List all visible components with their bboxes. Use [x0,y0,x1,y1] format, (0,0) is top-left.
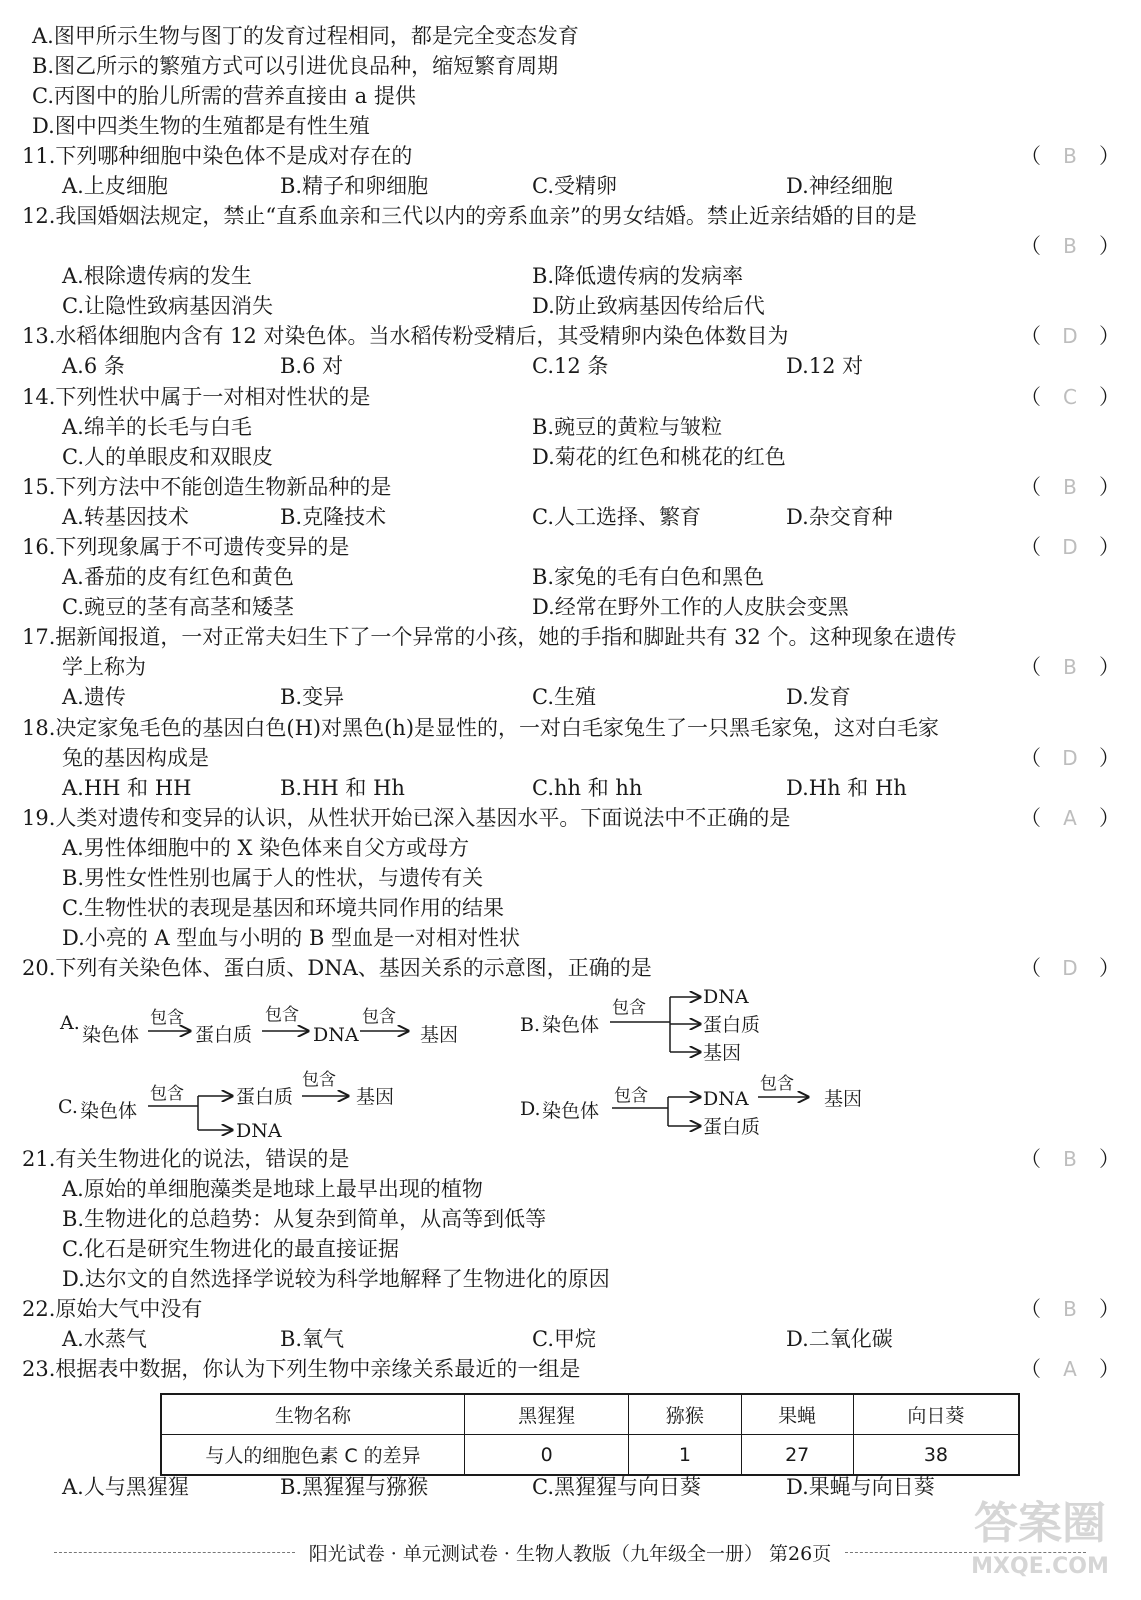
answer-bracket-20: （ D ） [1020,956,1120,980]
answer-bracket-23: （ A ） [1020,1357,1120,1381]
option-11-a: A.上皮细胞 [62,174,168,198]
table-cell: 与人的细胞色素 C 的差异 [161,1435,465,1476]
table-header-cell: 向日葵 [853,1394,1019,1435]
option-11-d: D.神经细胞 [786,174,893,198]
option-18-b: B.HH 和 Hh [280,776,405,800]
diagram-b-dna: DNA [703,986,749,1008]
option-21-a: A.原始的单细胞藻类是地球上最早出现的植物 [62,1177,483,1201]
question-11: 11.下列哪种细胞中染色体不是成对存在的 [22,144,413,168]
watermark-url: MXQE.COM [971,1554,1109,1579]
diagram-d-chromosome: 染色体 [542,1100,600,1122]
option-15-c: C.人工选择、繁育 [532,505,701,529]
option-12-d: D.防止致病基因传给后代 [532,294,765,318]
answer-22: B [1063,1297,1077,1321]
option-14-d: D.菊花的红色和桃花的红色 [532,445,786,469]
option-22-d: D.二氧化碳 [786,1327,893,1351]
answer-18: D [1062,746,1078,770]
option-19-b: B.男性女性性别也属于人的性状，与遗传有关 [62,866,484,890]
question-18-cont: 兔的基因构成是 [62,746,209,770]
diagram-a-contains-1: 包含 [150,1008,184,1028]
option-12-b: B.降低遗传病的发病率 [532,264,744,288]
diagram-d-protein: 蛋白质 [703,1116,761,1138]
answer-16: D [1062,535,1078,559]
diagram-c-contains-1: 包含 [150,1084,184,1104]
prev-option-c: C.丙图中的胎儿所需的营养直接由 a 提供 [32,84,416,108]
answer-bracket-14: （ C ） [1020,385,1120,409]
question-13: 13.水稻体细胞内含有 12 对染色体。当水稻传粉受精后，其受精卵内染色体数目为 [22,324,789,348]
answer-bracket-12: （ B ） [1020,234,1120,258]
table-header-cell: 生物名称 [161,1394,465,1435]
question-14: 14.下列性状中属于一对相对性状的是 [22,385,371,409]
diagram-d-gene: 基因 [824,1088,863,1110]
option-18-c: C.hh 和 hh [532,776,643,800]
diagram-b-contains: 包含 [612,998,646,1018]
diagram-c-chromosome: 染色体 [80,1100,138,1122]
answer-bracket-18: （ D ） [1020,746,1120,770]
prev-option-b: B.图乙所示的繁殖方式可以引进优良品种，缩短繁育周期 [32,54,559,78]
option-21-c: C.化石是研究生物进化的最直接证据 [62,1237,399,1261]
option-12-a: A.根除遗传病的发生 [62,264,252,288]
option-16-b: B.家兔的毛有白色和黑色 [532,565,765,589]
option-15-a: A.转基因技术 [62,505,189,529]
question-21: 21.有关生物进化的说法，错误的是 [22,1147,350,1171]
diagram-b-protein: 蛋白质 [703,1014,761,1036]
diagram-b-chromosome: 染色体 [542,1014,600,1036]
diagram-c-prefix: C. [58,1096,78,1118]
option-21-b: B.生物进化的总趋势：从复杂到简单，从高等到低等 [62,1207,547,1231]
question-17-cont: 学上称为 [62,655,146,679]
option-22-b: B.氧气 [280,1327,345,1351]
diagram-d-dna: DNA [703,1088,749,1110]
table-header-cell: 猕猴 [629,1394,741,1435]
diagram-c-gene: 基因 [356,1086,395,1108]
table-row [161,1435,1019,1476]
option-19-d: D.小亮的 A 型血与小明的 B 型血是一对相对性状 [62,926,521,950]
table-header-row [161,1394,1019,1435]
diagram-c-contains-2: 包含 [302,1070,336,1090]
diagram-c-protein: 蛋白质 [236,1086,294,1108]
option-17-c: C.生殖 [532,685,596,709]
option-16-a: A.番茄的皮有红色和黄色 [62,565,294,589]
answer-bracket-16: （ D ） [1020,535,1120,559]
answer-13: D [1062,324,1078,348]
option-23-c: C.黑猩猩与向日葵 [532,1475,701,1499]
option-13-b: B.6 对 [280,354,344,378]
diagram-a-dna: DNA [313,1024,359,1046]
option-17-d: D.发育 [786,685,851,709]
option-13-a: A.6 条 [62,354,125,378]
diagram-a-contains-2: 包含 [265,1005,299,1025]
footer-text: 阳光试卷 · 单元测试卷 · 生物人教版（九年级全一册） 第26页 [308,1542,832,1565]
question-18: 18.决定家兔毛色的基因白色(H)对黑色(h)是显性的，一对白毛家兔生了一只黑毛家兔，这对白毛家 [22,716,940,740]
answer-23: A [1063,1357,1077,1381]
diagram-b-prefix: B. [520,1014,541,1036]
option-15-b: B.克隆技术 [280,505,387,529]
answer-bracket-22: （ B ） [1020,1297,1120,1321]
option-22-c: C.甲烷 [532,1327,596,1351]
option-11-b: B.精子和卵细胞 [280,174,429,198]
answer-bracket-21: （ B ） [1020,1147,1120,1171]
question-19: 19.人类对遗传和变异的认识，从性状开始已深入基因水平。下面说法中不正确的是 [22,806,791,830]
option-17-a: A.遗传 [62,685,126,709]
prev-option-a: A.图甲所示生物与图丁的发育过程相同，都是完全变态发育 [32,24,579,48]
answer-bracket-13: （ D ） [1020,324,1120,348]
table-cell: 1 [629,1435,741,1476]
diagram-a-gene: 基因 [420,1024,459,1046]
option-16-c: C.豌豆的茎有高茎和矮茎 [62,595,294,619]
question-22: 22.原始大气中没有 [22,1297,203,1321]
answer-15: B [1063,475,1077,499]
diagram-a-prefix: A. [60,1012,80,1034]
answer-21: B [1063,1147,1077,1171]
option-13-c: C.12 条 [532,354,609,378]
question-23: 23.根据表中数据，你认为下列生物中亲缘关系最近的一组是 [22,1357,581,1381]
answer-14: C [1063,385,1077,409]
answer-bracket-11: （ B ） [1020,144,1120,168]
option-14-a: A.绵羊的长毛与白毛 [62,415,252,439]
prev-option-d: D.图中四类生物的生殖都是有性生殖 [32,114,370,138]
diagram-d-contains-2: 包含 [760,1074,794,1094]
diagram-d-contains-1: 包含 [614,1086,648,1106]
watermark-logo [945,1496,1135,1596]
question-20: 20.下列有关染色体、蛋白质、DNA、基因关系的示意图，正确的是 [22,956,652,980]
answer-12: B [1063,234,1077,258]
question-12: 12.我国婚姻法规定，禁止“直系血亲和三代以内的旁系血亲”的男女结婚。禁止近亲结婚的目的是 [22,204,917,228]
option-16-d: D.经常在野外工作的人皮肤会变黑 [532,595,849,619]
watermark-title: 答案圈 [974,1498,1106,1549]
diagram-a-contains-3: 包含 [362,1007,396,1027]
option-14-b: B.豌豆的黄粒与皱粒 [532,415,723,439]
answer-bracket-17: （ B ） [1020,655,1120,679]
answer-bracket-19: （ A ） [1020,806,1120,830]
diagram-a-protein: 蛋白质 [195,1024,253,1046]
option-12-c: C.让隐性致病基因消失 [62,294,273,318]
option-19-c: C.生物性状的表现是基因和环境共同作用的结果 [62,896,504,920]
option-15-d: D.杂交育种 [786,505,893,529]
footer-divider-left [54,1552,295,1553]
answer-bracket-15: （ B ） [1020,475,1120,499]
table-cell: 38 [853,1435,1019,1476]
answer-20: D [1062,956,1078,980]
page-footer [40,1538,1100,1566]
option-22-a: A.水蒸气 [62,1327,147,1351]
option-17-b: B.变异 [280,685,345,709]
diagram-c-dna: DNA [236,1120,282,1142]
cytochrome-c-table [160,1393,1020,1476]
option-19-a: A.男性体细胞中的 X 染色体来自父方或母方 [62,836,470,860]
option-13-d: D.12 对 [786,354,864,378]
option-18-d: D.Hh 和 Hh [786,776,907,800]
option-21-d: D.达尔文的自然选择学说较为科学地解释了生物进化的原因 [62,1267,610,1291]
question-16: 16.下列现象属于不可遗传变异的是 [22,535,350,559]
diagram-a-chromosome: 染色体 [82,1024,140,1046]
option-18-a: A.HH 和 HH [62,776,192,800]
table-header-cell: 黑猩猩 [465,1394,629,1435]
table-header-cell: 果蝇 [741,1394,853,1435]
table-cell: 27 [741,1435,853,1476]
answer-11: B [1063,144,1077,168]
table-cell: 0 [465,1435,629,1476]
diagram-d-prefix: D. [520,1098,541,1120]
question-15: 15.下列方法中不能创造生物新品种的是 [22,475,392,499]
option-11-c: C.受精卵 [532,174,617,198]
answer-19: A [1063,806,1077,830]
option-23-d: D.果蝇与向日葵 [786,1475,935,1499]
option-23-a: A.人与黑猩猩 [62,1475,189,1499]
question-17: 17.据新闻报道，一对正常夫妇生下了一个异常的小孩，她的手指和脚趾共有 32 个。这种现象在遗传 [22,625,957,649]
diagram-b-gene: 基因 [703,1042,742,1064]
answer-17: B [1063,655,1077,679]
option-23-b: B.黑猩猩与猕猴 [280,1475,429,1499]
option-14-c: C.人的单眼皮和双眼皮 [62,445,273,469]
